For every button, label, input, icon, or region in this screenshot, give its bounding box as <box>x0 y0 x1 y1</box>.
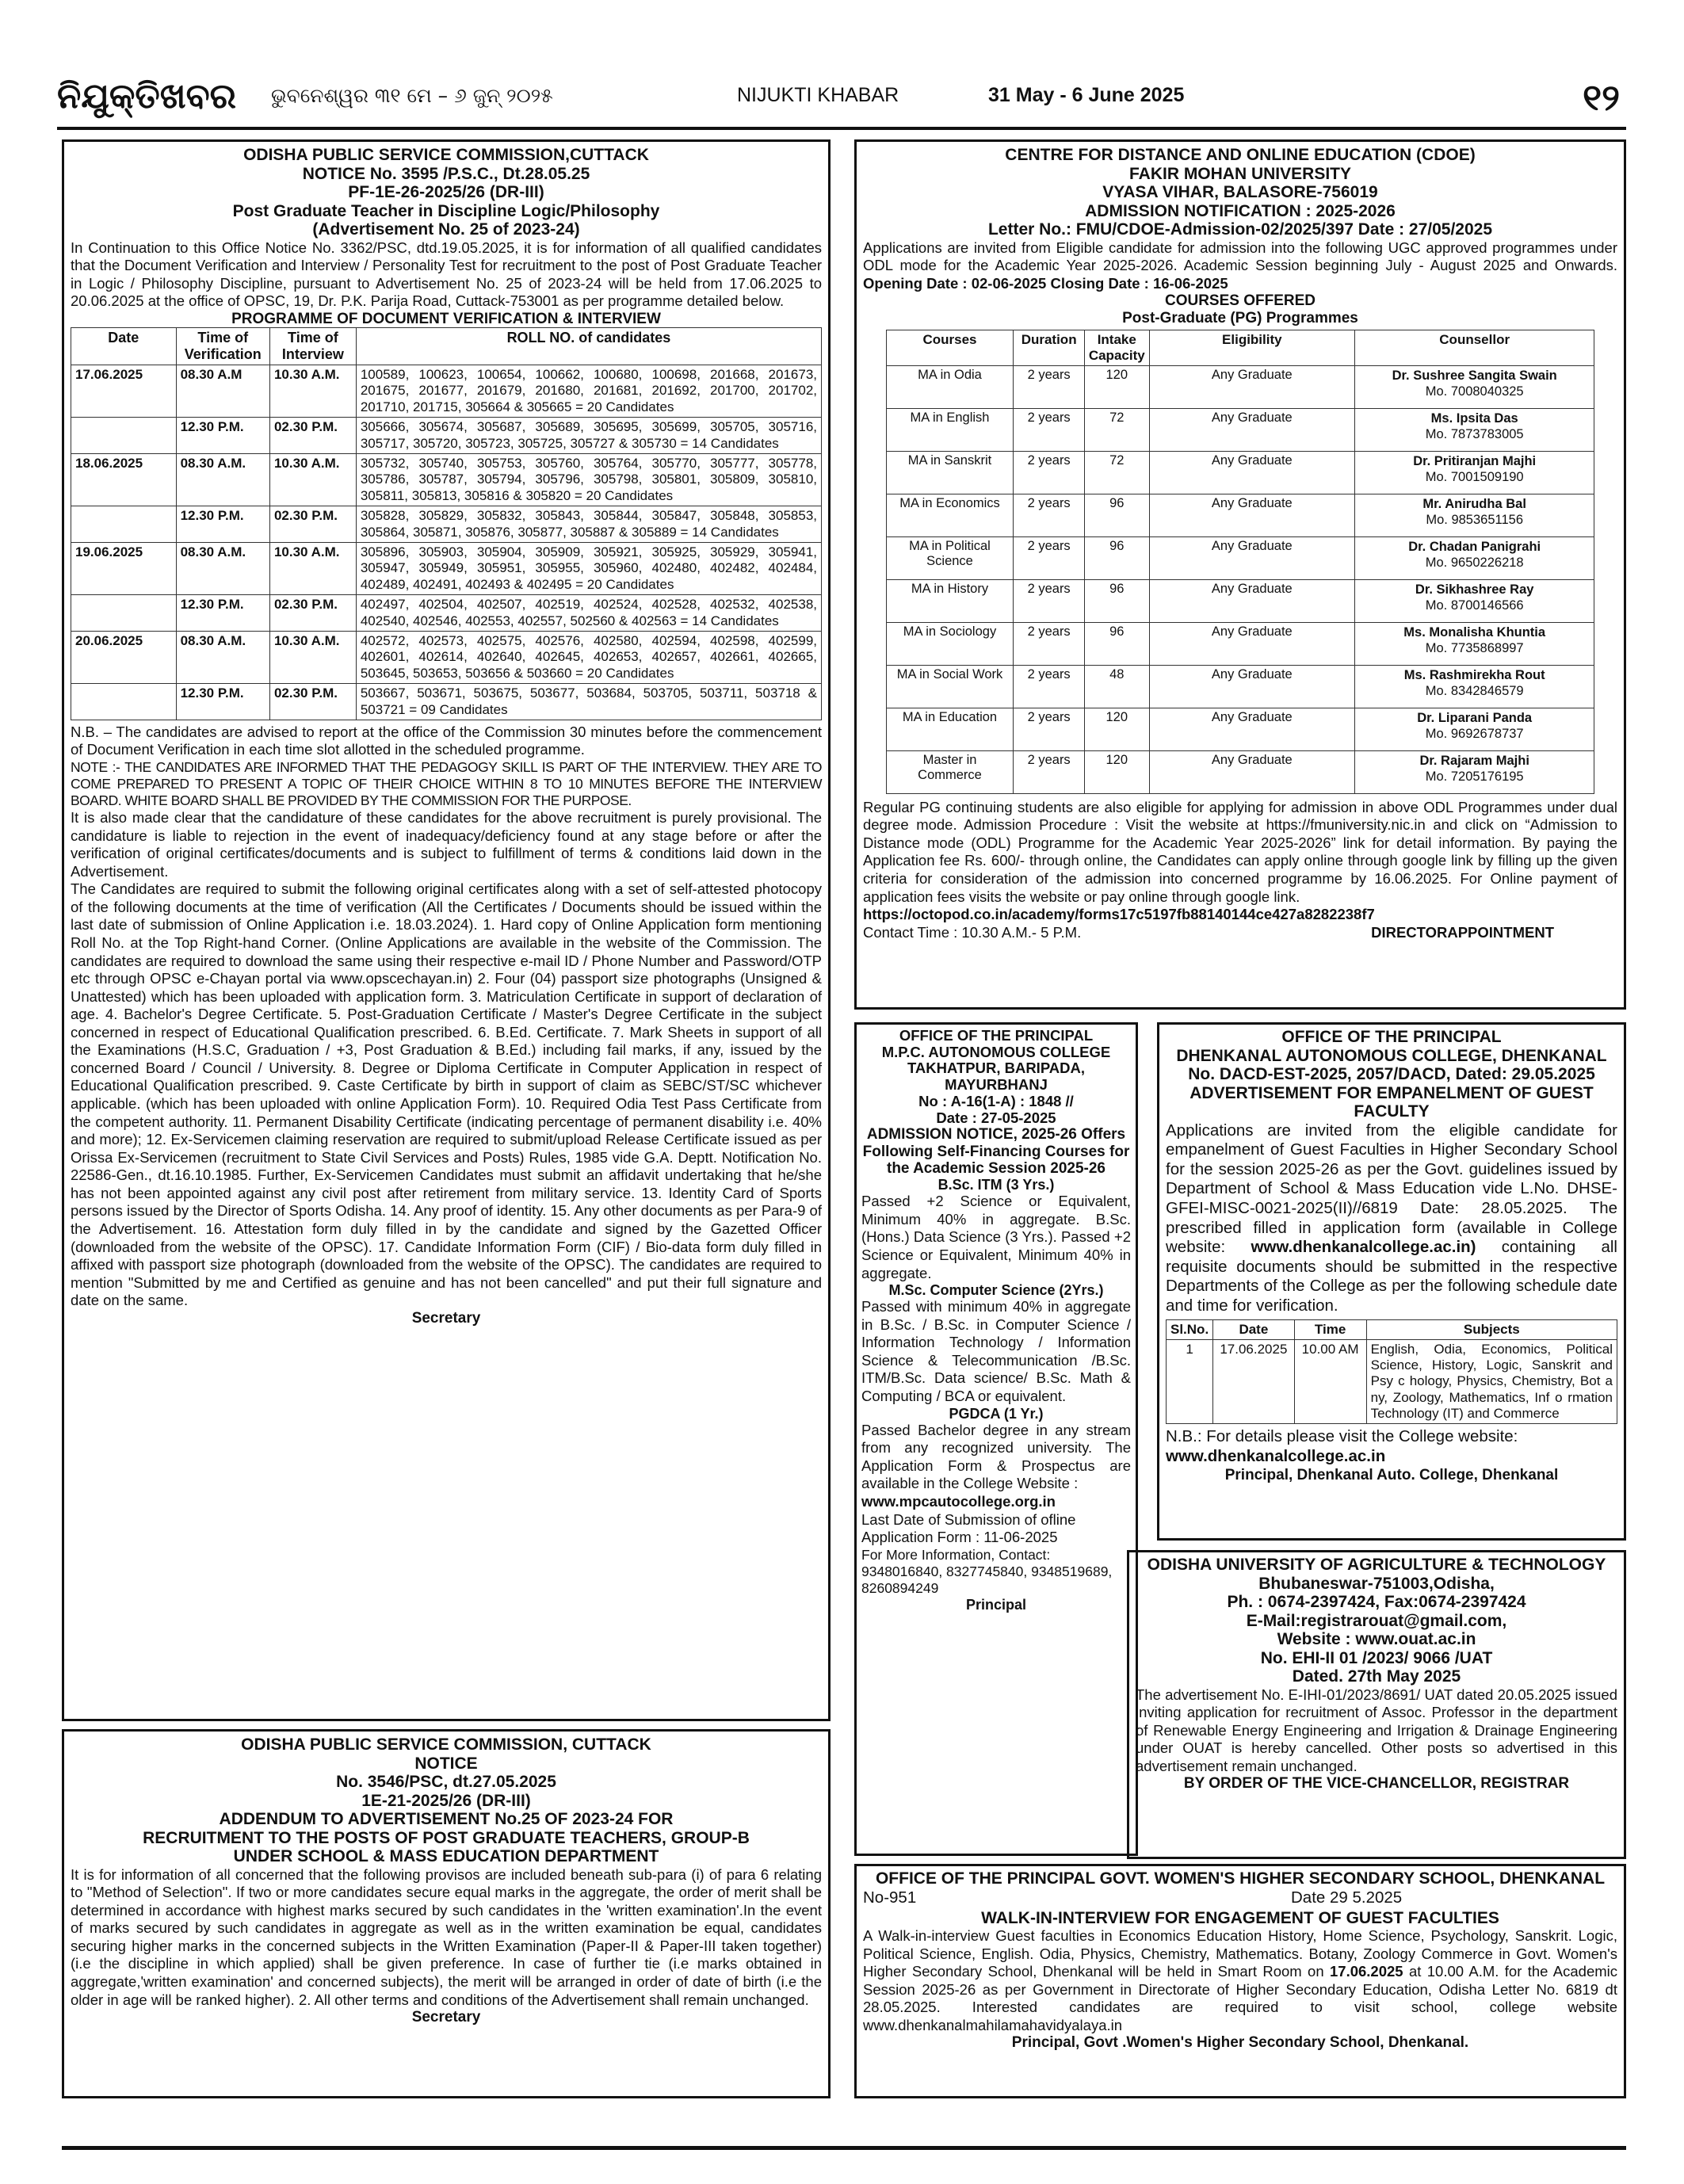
title-line: Letter No.: FMU/CDOE-Admission-02/2025/397 Date : 27/05/2025 <box>987 220 1493 239</box>
ouat-body: The advertisement No. E-IHI-01/2023/8691/ UAT dated 20.05.2025 issued inviting application for recruitment of Assoc. Professor in the department of Renewable Energy Engineering and Irrigation & Drainage Engineering under OUAT is hereby cancelled. Other posts so advertised in this advertisement remain unchanged. <box>1136 1686 1617 1774</box>
dak-nb: N.B.: For details please visit the College website: <box>1166 1427 1518 1446</box>
interview-date: 17.06.2025 <box>1330 1963 1403 1980</box>
cell: Any Graduate <box>1149 750 1354 793</box>
cell <box>71 506 177 543</box>
body-text: Applications are invited from the eligible candidate for empanelment of Guest Faculties in Higher Secondary School for the session 2025-26 as per the Govt. guidelines issued by Department of School & Mass Education vide L.No. DHSE-GFEI-MISC-0021-2025(II)//6819 Date: 28.05.2025. The prescribed filled in application form (available in College website: <box>1166 1121 1617 1257</box>
table-row <box>71 454 822 506</box>
counsellor-name: Dr. Rajaram Majhi <box>1419 753 1529 768</box>
title-line: No : A-16(1-A) : 1848 // <box>918 1092 1074 1109</box>
cell: 72 <box>1084 451 1149 494</box>
counsellor-cell <box>1354 708 1594 750</box>
masthead-logo: ନିଯୁକ୍ତିଖବର <box>57 76 237 116</box>
interview-schedule-table <box>71 327 822 720</box>
cell: 10.30 A.M. <box>269 365 356 418</box>
cell: MA in Social Work <box>886 665 1014 708</box>
title-line: E-Mail:registrarouat@gmail.com, <box>1246 1611 1507 1630</box>
table-row <box>71 506 822 543</box>
cell: 96 <box>1084 579 1149 622</box>
table-row <box>1167 1339 1617 1424</box>
counsellor-name: Dr. Sikhashree Ray <box>1415 582 1534 597</box>
cell: MA in Sanskrit <box>886 451 1014 494</box>
title-line: ODISHA PUBLIC SERVICE COMMISSION, CUTTACK <box>241 1735 651 1754</box>
course-pgdca: PGDCA (1 Yr.) <box>949 1405 1044 1422</box>
cell: 120 <box>1084 750 1149 793</box>
body-text: containing all requisite documents should be submitted in the respective Departments of the College as per the following schedule date and time for verification. <box>1166 1238 1617 1315</box>
counsellor-mobile: Mo. 7205176195 <box>1425 769 1524 785</box>
cell: 20.06.2025 <box>71 631 177 683</box>
cell: 120 <box>1084 365 1149 408</box>
table-row <box>71 631 822 683</box>
roll-numbers-cell: 402572, 402573, 402575, 402576, 402580, 402594, 402598, 402599, 402601, 402614, 402640, 402645, 402653, 402657, 402661, 402665, 503645, 503653, 503656 & 503660 = 20 Candidates <box>356 631 821 683</box>
cell <box>71 595 177 632</box>
col-header: Time <box>1294 1319 1366 1339</box>
cell: 12.30 P.M. <box>176 506 269 543</box>
cell: Any Graduate <box>1149 665 1354 708</box>
opsc-title <box>71 146 822 239</box>
roll-numbers-cell: 402497, 402504, 402507, 402519, 402524, 402528, 402532, 402538, 402540, 402546, 402553, 402557, 502560 & 402563 = 14 Candidates <box>356 595 821 632</box>
opsc-notice-box <box>62 139 831 1721</box>
counsellor-mobile: Mo. 7001509190 <box>1425 470 1524 485</box>
title-line: M.P.C. AUTONOMOUS COLLEGE <box>881 1043 1111 1060</box>
nb-text: N.B. – The candidates are advised to report at the office of the Commission 30 minutes before the commencement of Document Verification in each time slot allotted in the scheduled programme. <box>71 723 822 758</box>
counsellor-mobile: Mo. 9650226218 <box>1425 556 1524 571</box>
roll-numbers-cell: 503667, 503671, 503675, 503677, 503684, 503705, 503711, 503718 & 503721 = 09 Candidates <box>356 684 821 720</box>
gwhss-notice-box <box>854 1864 1626 2098</box>
cell: 19.06.2025 <box>71 543 177 595</box>
title-line: NOTICE No. 3595 /P.S.C., Dt.28.05.25 <box>302 164 590 183</box>
dhenkanal-college-box <box>1157 1022 1626 1541</box>
cell: 12.30 P.M. <box>176 684 269 720</box>
title-line: ODISHA PUBLIC SERVICE COMMISSION,CUTTACK <box>243 146 649 164</box>
title-line: No. EHI-II 01 /2023/ 9066 /UAT <box>1260 1648 1493 1667</box>
bottom-rule <box>62 2146 1626 2150</box>
title-line: ADDENDUM TO ADVERTISEMENT No.25 OF 2023-24 FOR <box>219 1810 674 1829</box>
cell: 12.30 P.M. <box>176 418 269 454</box>
cell: 02.30 P.M. <box>269 684 356 720</box>
counsellor-mobile: Mo. 9692678737 <box>1425 727 1524 742</box>
counsellor-cell <box>1354 451 1594 494</box>
gwhss-title: OFFICE OF THE PRINCIPAL GOVT. WOMEN'S HIGHER SECONDARY SCHOOL, DHENKANAL <box>875 1869 1606 1888</box>
dak-nb-website[interactable]: www.dhenkanalcollege.ac.in <box>1166 1447 1386 1466</box>
cell: 2 years <box>1014 408 1084 451</box>
counsellor-name: Ms. Monalisha Khuntia <box>1403 624 1546 640</box>
title-line: ODISHA UNIVERSITY OF AGRICULTURE & TECHNOLOGY <box>1147 1556 1606 1574</box>
table-row <box>886 494 1594 536</box>
col-header: Subjects <box>1366 1319 1617 1339</box>
addendum-signature: Secretary <box>411 2009 481 2026</box>
counsellor-name: Dr. Pritiranjan Majhi <box>1413 453 1537 468</box>
dak-body <box>1166 1121 1617 1316</box>
gwhss-heading: WALK-IN-INTERVIEW FOR ENGAGEMENT OF GUEST FACULTIES <box>981 1908 1499 1927</box>
counsellor-name: Dr. Chadan Panigrahi <box>1408 539 1541 554</box>
cell <box>71 684 177 720</box>
col-header: Sl.No. <box>1167 1319 1213 1339</box>
cell: Any Graduate <box>1149 536 1354 579</box>
counsellor-cell <box>1354 579 1594 622</box>
cell: 08.30 A.M. <box>176 631 269 683</box>
page-number: ୧୨ <box>1583 76 1620 119</box>
publication-name: NIJUKTI KHABAR <box>737 84 899 106</box>
ouat-signature: BY ORDER OF THE VICE-CHANCELLOR, REGISTRAR <box>1183 1775 1570 1793</box>
roll-numbers-cell: 305666, 305674, 305687, 305689, 305695, 305699, 305705, 305716, 305717, 305720, 305723, 305725, 305727 & 305730 = 14 Candidates <box>356 418 821 454</box>
cell: 2 years <box>1014 365 1084 408</box>
counsellor-name: Ms. Rashmirekha Rout <box>1403 667 1545 682</box>
title-line: NOTICE <box>414 1754 478 1773</box>
documents-list: The Candidates are required to submit the following original certificates along with a set of self-attested photocopy of the following documents at the time of verification (All the Certificates / Documents should be issued within the last date of submission of Online Application i.e. 18.03.2024). 1. Hard copy of Online Application form mentioning Roll No. at the Top Right-hand Corner. (Online Applications are available in the website of the Commission. The candidates are required to download the same using their respective e-mail ID / Phone Number and Password/OTP etc through OPSC e-Chayan portal via www.opscechayan.in) 2. Four (04) passport size photographs (Unsigned & Unattested) which has been uploaded with application form. 3. Matriculation Certificate in support of declaration of age. 4. Bachelor's Degree Certificate. 5. Post-Graduation Certificate / Master's Degree Certificate in the subject concerned in respect of Educational Qualification prescribed. 6. B.Ed. Certificate. 7. Mark Sheets in support of all the Examinations (H.S.C, Graduation / +3, Post Graduation & B.Ed.) including fail marks, if any, issued by the concerned Board / Council / University. 8. Degree or Diploma Certificate in Computer Application in respect of Educational Qualification prescribed. 9. Caste Certificate by birth in support of claim as SEBC/ST/SC whichever applicable. (which has been uploaded with online Application Form). 10. Required Odia Test Pass Certificate from the competent authority. 11. Permanent Disability Certificate (indicating percentage of permanent disability i.e. 40% and more); 12. Ex-Servicemen claiming reservation are required to submit/upload Release Certificate issued as per Orissa Ex-Servicemen (recruitment to State Civil Services and Posts) Rules, 1985 vide G.A. Deptt. Notification No. 22586-Gen., dt.16.10.1985. Further, Ex-Servicemen Candidates must submit an affidavit undertaking that he/she has not been appointed against any civil post after retirement from military service. 13. Identity Card of Sports persons issued by the Director of Sports Odisha. 14. Any proof of identity. 15. Any other documents as per Para-9 of the Advertisement. 16. Attestation form duly filled in by the candidate and signed by the Gazetted Officer (downloaded from the website of the OPSC). 17. Candidate Information Form (CIF) / Bio-data form duly filled in affixed with passport size photograph (downloaded from the website of the OPSC). The candidates are required to mention "Submitted by me and Certified as genuine and has not been cancelled" and put their full signature and date on the same. <box>71 880 822 1309</box>
title-line: (Advertisement No. 25 of 2023-24) <box>312 220 580 239</box>
cell: 10.30 A.M. <box>269 543 356 595</box>
body-text: A Walk-in-interview Guest faculties in Economics Education History, Home Science, Psychology, Sanskrit. Logic, Political Science, English. Odia, Physics, Chemistry, Mathematics. Botany, Zoology Commerce in Govt. Women's Higher Secondary School, Dhenkanal will be held in Smart Room on <box>863 1927 1617 1980</box>
counsellor-mobile: Mo. 9853651156 <box>1426 513 1523 528</box>
cdoe-notice-box <box>854 139 1626 1010</box>
cell: MA in Education <box>886 708 1014 750</box>
opsc-intro: In Continuation to this Office Notice No. 3362/PSC, dtd.19.05.2025, it is for information of all qualified candidates that the Document Verification and Interview / Personality Test for recruitment to the post of Post Graduate Teacher in Logic / Philosophy Discipline, pursuant to Advertisement No. 25 of 2023-24 will be held from 17.06.2025 to 20.06.2025 at the office of OPSC, 19, Dr. P.K. Parija Road, Cuttack-753001 as per programme detailed below. <box>71 239 822 310</box>
mpc-last-date: Last Date of Submission of ofline Application Form : 11-06-2025 <box>861 1510 1076 1546</box>
counsellor-mobile: Mo. 7873783005 <box>1425 427 1524 442</box>
dak-title <box>1166 1028 1617 1121</box>
roll-numbers-cell: 100589, 100623, 100654, 100662, 100680, 100698, 201668, 201673, 201675, 201677, 201679, 201680, 201681, 201692, 201700, 201702, 201710, 201715, 305664 & 305665 = 20 Candidates <box>356 365 821 418</box>
cell: 48 <box>1084 665 1149 708</box>
cell: 08.30 A.M <box>176 365 269 418</box>
course-pgdca-text: Passed Bachelor degree in any stream from any recognized university. The Application Form & Prospectus are available in the College Website : <box>861 1421 1131 1492</box>
ouat-title <box>1136 1556 1617 1686</box>
mpc-notice-box <box>854 1022 1138 1856</box>
cell: 96 <box>1084 622 1149 665</box>
cdoe-body: Regular PG continuing students are also eligible for applying for admission in above ODL Programmes under dual degree mode. Admission Procedure : Visit the website at https://fmuniversity.nic.in and click on “Admission to Distance mode (ODL) Programme for the Academic Year 2025-2026” link for detail information. By paying the Application fee Rs. 600/- through online, the Candidates can apply online through google link by filling up the given criteria for consideration of the admission into concerned programme by 16.06.2025. For Online payment of application fees visits the website or pay online through google link. <box>863 798 1617 905</box>
mpc-website[interactable]: www.mpcautocollege.org.in <box>861 1493 1056 1510</box>
cell: 02.30 P.M. <box>269 418 356 454</box>
cell: 02.30 P.M. <box>269 506 356 543</box>
cell: Any Graduate <box>1149 494 1354 536</box>
mpc-title <box>861 1028 1131 1126</box>
course-msc-cs-text: Passed with minimum 40% in aggregate in B.Sc. / B.Sc. in Computer Science / Information Technology / Information Science & Telecommunication /B.Sc. ITM/B.Sc. Data science/ B.Sc. Math & Computing / BCA or equivalent. <box>861 1298 1131 1405</box>
cell: MA in History <box>886 579 1014 622</box>
edition-date: 31 May - 6 June 2025 <box>988 84 1185 106</box>
title-line: PF-1E-26-2025/26 (DR-III) <box>348 183 544 202</box>
title-line: Bhubaneswar-751003,Odisha, <box>1258 1574 1495 1593</box>
cell: MA in Political Science <box>886 536 1014 579</box>
cell: 96 <box>1084 494 1149 536</box>
gwhss-ref <box>863 1888 1617 1909</box>
title-line: DHENKANAL AUTONOMOUS COLLEGE, DHENKANAL <box>1176 1046 1607 1065</box>
letter-number: No-951 <box>863 1888 917 1907</box>
cell: 1 <box>1167 1339 1213 1424</box>
title-line: UNDER SCHOOL & MASS EDUCATION DEPARTMENT <box>233 1847 659 1866</box>
cell: 2 years <box>1014 494 1084 536</box>
title-line: OFFICE OF THE PRINCIPAL <box>1281 1028 1502 1046</box>
cell: 08.30 A.M. <box>176 543 269 595</box>
col-header: Eligibility <box>1149 330 1354 365</box>
addendum-body: It is for information of all concerned that the following provisos are included beneath sub-para (i) of para 6 relating to "Method of Selection". If two or more candidates secure equal marks in the aggregate, the order of merit shall be determined in accordance with highest marks secured by such candidates in the 'written examination'.In the event of marks secured by such candidates in aggregate as well as in the written examination be equal, candidates securing higher marks in the concerned subjects in the Written Examination (Paper-II & Paper-III taken together) (i.e the discipline in which applied) shall be given preference. In case of further tie (i.e marks obtained in aggregate,'written examination' and concerned subjects), the merit will be arranged in order of date of birth (i.e the older in age will be ranked higher). 2. All other terms and conditions of the Advertisement shall remain unchanged. <box>71 1865 822 2008</box>
mpc-heading: ADMISSION NOTICE, 2025-26 Offers Following Self-Financing Courses for the Academic Session 2025-26 <box>862 1126 1130 1177</box>
table-row <box>886 536 1594 579</box>
cell: 12.30 P.M. <box>176 595 269 632</box>
cell: 17.06.2025 <box>1213 1339 1294 1424</box>
counsellor-cell <box>1354 750 1594 793</box>
title-line: Dated. 27th May 2025 <box>1292 1667 1461 1686</box>
courses-offered: COURSES OFFERED <box>1164 292 1316 310</box>
cdoe-signature: DIRECTORAPPOINTMENT <box>1371 923 1554 941</box>
counsellor-cell <box>1354 536 1594 579</box>
col-header: Date <box>71 328 177 365</box>
table-row <box>71 365 822 418</box>
col-header: Time of Verification <box>176 328 269 365</box>
title-line: 1E-21-2025/26 (DR-III) <box>361 1791 531 1810</box>
col-header: Date <box>1213 1319 1294 1339</box>
counsellor-cell <box>1354 665 1594 708</box>
cell: 2 years <box>1014 708 1084 750</box>
cell: MA in English <box>886 408 1014 451</box>
gwhss-signature: Principal, Govt .Women's Higher Secondary School, Dhenkanal. <box>1011 2034 1469 2052</box>
cell: Any Graduate <box>1149 622 1354 665</box>
cell: MA in Economics <box>886 494 1014 536</box>
table-row <box>886 665 1594 708</box>
counsellor-name: Mr. Anirudha Bal <box>1422 496 1526 511</box>
counsellor-cell <box>1354 494 1594 536</box>
col-header: Time of Interview <box>269 328 356 365</box>
title-line: TAKHATPUR, BARIPADA, MAYURBHANJ <box>907 1060 1086 1094</box>
course-msc-cs: M.Sc. Computer Science (2Yrs.) <box>888 1282 1104 1299</box>
pg-programmes: Post-Graduate (PG) Programmes <box>1122 309 1358 326</box>
cdoe-intro <box>863 239 1617 293</box>
counsellor-name: Dr. Liparani Panda <box>1417 710 1533 725</box>
counsellor-mobile: Mo. 7008040325 <box>1425 384 1524 399</box>
table-row <box>886 579 1594 622</box>
title-line: Website : www.ouat.ac.in <box>1277 1630 1476 1649</box>
cell: MA in Odia <box>886 365 1014 408</box>
ouat-notice-box <box>1127 1550 1626 1859</box>
pedagogy-note: NOTE :- THE CANDIDATES ARE INFORMED THAT THE PEDAGOGY SKILL IS PART OF THE INTERVIEW. THEY ARE TO COME PREPARED TO PRESENT A TOPIC OF THEIR CHOICE WITHIN 8 TO 10 MINUTES BEFORE THE INTERVIEW BOARD. WHITE BOARD SHALL BE PROVIDED BY THE COMMISSION FOR THE PURPOSE. <box>71 759 822 809</box>
cell: 10.30 A.M. <box>269 454 356 506</box>
counsellor-cell <box>1354 365 1594 408</box>
opening-closing-dates: Opening Date : 02-06-2025 Closing Date : 16-06-2025 <box>863 274 1228 292</box>
cell: 2 years <box>1014 579 1084 622</box>
table-row <box>886 408 1594 451</box>
cell: 08.30 A.M. <box>176 454 269 506</box>
cell: Any Graduate <box>1149 451 1354 494</box>
cdoe-footer <box>863 924 1617 942</box>
cell: 10.00 AM <box>1294 1339 1366 1424</box>
provisional-note: It is also made clear that the candidature of these candidates for the above recruitment is purely provisional. The candidature is liable to rejection in the event of inadequacy/deficiency found at any stage before or after the verification of original certificates/documents and is subject to fulfillment of terms & conditions laid down in the Advertisement. <box>71 809 822 880</box>
cell <box>71 418 177 454</box>
cell: MA in Sociology <box>886 622 1014 665</box>
page-header <box>57 76 1626 130</box>
gwhss-body <box>863 1927 1617 2034</box>
title-line: OFFICE OF THE PRINCIPAL <box>899 1027 1094 1044</box>
table-row <box>71 684 822 720</box>
cell: 2 years <box>1014 451 1084 494</box>
title-line: Ph. : 0674-2397424, Fax:0674-2397424 <box>1227 1593 1526 1612</box>
verification-schedule-table <box>1166 1319 1617 1425</box>
roll-numbers-cell: 305896, 305903, 305904, 305909, 305921, 305925, 305929, 305941, 305947, 305949, 305951, 305955, 305960, 402480, 402482, 402484, 402489, 402491, 402493 & 402495 = 20 Candidates <box>356 543 821 595</box>
addendum-title <box>71 1735 822 1866</box>
contact-time: Contact Time : 10.30 A.M.- 5 P.M. <box>863 923 1082 941</box>
title-line: ADVERTISEMENT FOR EMPANELMENT OF GUEST FACULTY <box>1189 1083 1594 1121</box>
application-link[interactable]: https://octopod.co.in/academy/forms17c5197fb88140144ce427a8282238f7 <box>863 906 1375 923</box>
table-row <box>71 418 822 454</box>
cell: 10.30 A.M. <box>269 631 356 683</box>
mpc-signature: Principal <box>965 1596 1027 1613</box>
counsellor-cell <box>1354 408 1594 451</box>
counsellor-name: Dr. Sushree Sangita Swain <box>1392 368 1557 383</box>
cell: 72 <box>1084 408 1149 451</box>
opsc-addendum-box <box>62 1729 831 2098</box>
cell: Any Graduate <box>1149 579 1354 622</box>
col-header: ROLL NO. of candidates <box>356 328 821 365</box>
dak-signature: Principal, Dhenkanal Auto. College, Dhenkanal <box>1224 1466 1559 1483</box>
cdoe-title <box>863 146 1617 239</box>
title-line: Post Graduate Teacher in Discipline Logic/Philosophy <box>232 201 660 220</box>
cell: Any Graduate <box>1149 408 1354 451</box>
col-header: Duration <box>1014 330 1084 365</box>
title-line: VYASA VIHAR, BALASORE-756019 <box>1102 183 1378 202</box>
col-header: Intake Capacity <box>1084 330 1149 365</box>
letter-date: Date 29 5.2025 <box>1291 1888 1403 1907</box>
title-line: Date : 27-05-2025 <box>936 1109 1056 1126</box>
table-row <box>886 708 1594 750</box>
counsellor-mobile: Mo. 8342846579 <box>1425 684 1524 699</box>
table-row <box>886 365 1594 408</box>
body-text: at 10.00 A.M. for the Academic Session 2025-26 as per Government in Directorate of Higher Secondary Education, Odisha Letter No. 6819 dt 28.05.2025. Interested candidates are required to visit school, college website www.dhenkanalmahilamahavidyalaya.in <box>863 1963 1618 2033</box>
cell: 2 years <box>1014 622 1084 665</box>
cell: 96 <box>1084 536 1149 579</box>
cell: Master in Commerce <box>886 750 1014 793</box>
counsellor-cell <box>1354 622 1594 665</box>
roll-numbers-cell: 305828, 305829, 305832, 305843, 305844, 305847, 305848, 305853, 305864, 305871, 305876, 305877, 305887 & 305889 = 14 Candidates <box>356 506 821 543</box>
title-line: No. 3546/PSC, dt.27.05.2025 <box>336 1773 556 1792</box>
dak-website[interactable]: www.dhenkanalcollege.ac.in) <box>1251 1238 1476 1257</box>
cell: 02.30 P.M. <box>269 595 356 632</box>
title-line: No. DACD-EST-2025, 2057/DACD, Dated: 29.05.2025 <box>1188 1065 1595 1084</box>
cell: Any Graduate <box>1149 708 1354 750</box>
table-row <box>886 750 1594 793</box>
cell: 2 years <box>1014 750 1084 793</box>
cell: Any Graduate <box>1149 365 1354 408</box>
counsellor-mobile: Mo. 8700146566 <box>1425 598 1524 613</box>
odia-date: ଭୁବନେଶ୍ୱର ୩୧ ମେ – ୬ ଜୁନ୍ ୨୦୨୫ <box>271 84 553 107</box>
course-bsc-itm: B.Sc. ITM (3 Yrs.) <box>937 1177 1055 1193</box>
course-bsc-itm-text: Passed +2 Science or Equivalent, Minimum 40% in aggregate. B.Sc. (Hons.) Data Science (3 Yrs.). Passed +2 Science or Equivalent, Minimum 40% in aggregate. <box>861 1193 1131 1281</box>
opsc-signature: Secretary <box>411 1309 481 1327</box>
roll-numbers-cell: 305732, 305740, 305753, 305760, 305764, 305770, 305777, 305778, 305786, 305787, 305794, 305796, 305798, 305801, 305809, 305810, 305811, 305813, 305816 & 305820 = 20 Candidates <box>356 454 821 506</box>
mpc-contact: For More Information, Contact: 9348016840, 8327745840, 9348519689, 8260894249 <box>861 1546 1113 1596</box>
courses-table <box>886 330 1595 794</box>
counsellor-mobile: Mo. 7735868997 <box>1425 641 1524 656</box>
title-line: CENTRE FOR DISTANCE AND ONLINE EDUCATION (CDOE) <box>1005 146 1476 164</box>
cell: 120 <box>1084 708 1149 750</box>
title-line: RECRUITMENT TO THE POSTS OF POST GRADUATE TEACHERS, GROUP-B <box>143 1828 750 1847</box>
col-header: Courses <box>886 330 1014 365</box>
cell: 2 years <box>1014 536 1084 579</box>
cell: 18.06.2025 <box>71 454 177 506</box>
cell: English, Odia, Economics, Political Science, History, Logic, Sanskrit and Psy c hology, Physics, Chemistry, Bot a ny, Zoology, Mathematics, Inf o rmation Technology (IT) and Commerce <box>1366 1339 1617 1424</box>
table-row <box>886 622 1594 665</box>
table-row <box>71 595 822 632</box>
cell: 17.06.2025 <box>71 365 177 418</box>
table-row <box>886 451 1594 494</box>
counsellor-name: Ms. Ipsita Das <box>1430 410 1518 426</box>
title-line: FAKIR MOHAN UNIVERSITY <box>1128 164 1351 183</box>
title-line: ADMISSION NOTIFICATION : 2025-2026 <box>1085 201 1396 220</box>
table-row <box>71 543 822 595</box>
intro-text: Applications are invited from Eligible candidate for admission into the following UGC approved programmes under ODL mode for the Academic Year 2025-2026. Academic Session beginning July - August 2025 and Onwards. <box>863 239 1617 274</box>
col-header: Counsellor <box>1354 330 1594 365</box>
programme-title: PROGRAMME OF DOCUMENT VERIFICATION & INTERVIEW <box>231 310 661 327</box>
cell: 2 years <box>1014 665 1084 708</box>
